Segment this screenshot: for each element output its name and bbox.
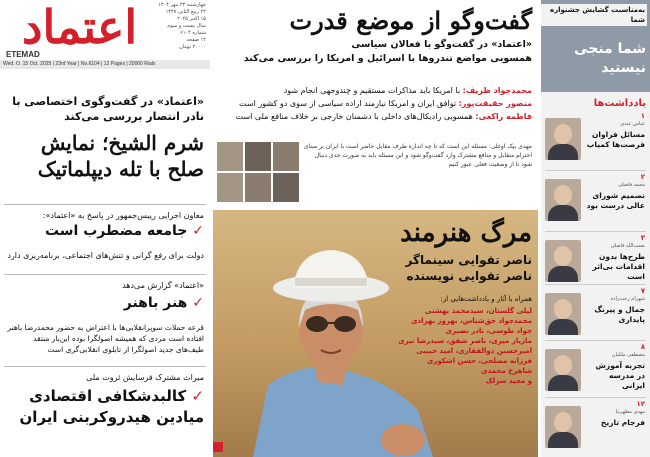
info-line: ۲۲ ربیع الثانی ۱۴۴۷	[165, 9, 206, 15]
thumbnail	[217, 173, 243, 202]
credit-line: شاهرخ محمدی	[481, 367, 532, 375]
note-page-number: ۱۲	[636, 400, 645, 408]
promo-kicker: به‌مناسبت گشایش جشنواره شما	[541, 4, 647, 26]
main-deck	[219, 38, 532, 66]
section-title-text: کالبدشکافی اقتصادی میادین هیدروکربنی ایران	[19, 387, 204, 426]
note-page-number: ۳	[640, 234, 645, 242]
info-line: سال بیست و سوم	[167, 23, 206, 29]
note-page-number: ۷	[640, 287, 645, 295]
note-item[interactable]	[543, 173, 648, 231]
divider	[4, 204, 206, 205]
divider	[545, 170, 646, 171]
quote-text: توافق ایران و امریکا نیازمند اراده سیاسی از سوی دو کشور است	[239, 99, 457, 108]
feature-sub-line: ناصر تقوایی نویسنده	[406, 269, 532, 283]
note-title: مسائل فراوان فرصت‌ها کمیاب	[586, 130, 645, 149]
masthead	[0, 0, 210, 62]
info-line: ۲۰۰۰۰ تومان	[179, 44, 206, 50]
section-body: قرعه حملات سوپرانقلابی‌ها با اعتراض به حضور محمدرضا باهنر افتاده است مردی که همیشه اصولگرا بوده این‌بار منتقد طیف‌های جدید اصولگرا از تابلوی انقلابی‌گری است	[7, 323, 204, 354]
note-item[interactable]	[543, 287, 648, 337]
list-item	[219, 97, 532, 110]
note-author: مهدی مطهرنیا	[615, 409, 645, 415]
deck-line: «اعتماد» در گفت‌وگو با فعالان سیاسی	[351, 39, 532, 50]
info-line: ۱۲ صفحه	[186, 37, 206, 43]
info-line: شماره ۶۱۰۴	[180, 30, 206, 36]
credit-line: مازیار میری، ناصر شفق، سیدرضا نیری	[398, 337, 532, 345]
note-author: مصطفی ملکیان	[611, 352, 645, 358]
feature-title: مرگ هنرمند	[400, 218, 532, 248]
main-headline[interactable]: گفت‌وگو از موضع قدرت	[289, 6, 532, 35]
date-strip: Wed. O. 15 Oct. 2025 | 23rd Year | No.6104 | 12 Pages | 20000 Rials	[0, 60, 210, 69]
feature-sub-line: ناصر تقوایی سینماگر	[405, 253, 532, 267]
section-sub: دولت برای رفع گرانی و تنش‌های اجتماعی، برنامه‌ریزی دارد	[7, 251, 204, 260]
author-portrait	[545, 118, 581, 160]
feature-subtitle	[406, 252, 532, 284]
thumbnail	[245, 173, 271, 202]
section-title[interactable]	[4, 294, 204, 312]
interview-intro[interactable]: «اعتماد» در گفت‌وگوی اختصاصی با نادر انتصار بررسی می‌کند	[12, 95, 204, 123]
section-title[interactable]	[4, 386, 204, 428]
left-column	[0, 72, 210, 457]
quote-speaker: منصور حقیقت‌پور:	[458, 99, 532, 108]
thumbnail-strip	[217, 142, 299, 202]
note-item[interactable]	[543, 112, 648, 170]
author-portrait	[545, 179, 581, 221]
note-author: نعمت‌الله فاضلی	[610, 243, 645, 249]
credit-line: محمدجواد حق‌شناس، بهروز بهزادی	[411, 317, 532, 325]
author-portrait	[545, 240, 581, 282]
quote-speaker: محمدجواد ظریف:	[462, 86, 532, 95]
section-kicker: معاون اجرایی رییس‌جمهور در پاسخ به «اعتماد»:	[42, 211, 204, 220]
list-item	[219, 110, 532, 123]
sharm-headline[interactable]: شرم الشیخ؛ نمایش صلح با تله دیپلماتیک	[37, 131, 204, 181]
section-kicker: «اعتماد» گزارش می‌دهد	[122, 281, 204, 290]
divider	[545, 284, 646, 285]
right-column	[541, 0, 650, 457]
quote-text: همسویی رادیکال‌های داخلی با دشمنان خارجی بر خلاف منافع ملی است	[235, 112, 473, 121]
quote-list	[219, 84, 532, 123]
credit-line: جواد طوسی، نادر نصیری	[445, 327, 532, 335]
author-portrait	[545, 349, 581, 391]
deck-line: همسویی مواضع تندروها با اسرائیل و امریکا را بررسی می‌کند	[243, 53, 532, 64]
note-page-number: ۱	[640, 112, 645, 120]
author-portrait	[545, 293, 581, 335]
divider	[545, 231, 646, 232]
quote-speaker: فاطمه راکعی:	[475, 112, 532, 121]
note-title: فرجام تاریخ	[600, 418, 645, 427]
credit-line: و مجید سرلک	[485, 377, 532, 385]
newspaper-logo: اعتماد	[22, 0, 138, 54]
check-icon: ✓	[192, 223, 204, 239]
divider	[4, 274, 206, 275]
note-title: طرح‌ها بدون اقدامات بی‌اثر است	[592, 252, 645, 281]
feature-credits-title: همراه با آثار و یادداشت‌هایی از:	[440, 295, 532, 303]
quote-text: با امریکا باید مذاکرات مستقیم و چندوجهی انجام شود	[283, 86, 461, 95]
newspaper-logo-latin: ETEMAD	[6, 50, 40, 59]
promo-title: شما منجی نیستید	[574, 41, 646, 76]
section-title-text: هنر باهنر	[123, 295, 188, 311]
note-title: تجربه آموزش در مدرسه ایرانی	[595, 361, 645, 390]
middle-column	[213, 0, 538, 457]
thumbnail	[217, 142, 243, 171]
thumbnail	[245, 142, 271, 171]
credit-line: فرزانه مصلحی، حسن اشکوری	[426, 357, 532, 365]
note-item[interactable]	[543, 343, 648, 395]
info-line: ۱۵ اکتبر ۲۰۲۵	[177, 16, 206, 22]
section-kicker: میراث مشترک فرسایش ثروت ملی	[86, 373, 204, 382]
divider	[545, 397, 646, 398]
author-portrait	[545, 406, 581, 448]
note-page-number: ۸	[640, 343, 645, 351]
masthead-info	[108, 2, 206, 51]
list-item	[219, 84, 532, 97]
section-title[interactable]	[4, 222, 204, 240]
thumbnail	[273, 173, 299, 202]
divider	[4, 366, 206, 367]
credit-line: امیرحسین ذوالفقاری، امید حبیبی	[416, 347, 532, 355]
note-author: محمد فاضلی	[618, 182, 645, 188]
note-author: شهرام رجب‌زاده	[610, 296, 645, 302]
note-page-number: ۲	[640, 173, 645, 181]
section-title-text: جامعه مضطرب است	[44, 223, 188, 239]
check-icon: ✓	[192, 295, 204, 311]
feature-credits	[398, 306, 532, 386]
note-author: عباس عبدی	[620, 121, 645, 127]
note-title: جمال و پیرنگ پایداری	[594, 305, 645, 324]
notes-header: یادداشت‌ها	[593, 98, 646, 109]
promo-box[interactable]	[541, 0, 650, 92]
thumbnail	[273, 142, 299, 171]
divider	[545, 340, 646, 341]
photo-feature[interactable]	[213, 210, 538, 457]
info-line: چهارشنبه ۲۳ مهر ۱۴۰۴	[158, 2, 206, 8]
check-icon: ✓	[191, 387, 204, 405]
note-item[interactable]	[543, 400, 648, 454]
article-body: مهدی بیک اوغلی: مسئله این است که تا چه اندازه طرف مقابل حاضر است با ایران بر مبنای احترام متقابل و منافع مشترک وارد گفت‌وگو شود و این مسئله باید به صورت جدی دنبال شود تا از وضعیت فعلی عبور کنیم	[303, 143, 532, 168]
note-title: تصمیم شورای عالی درست بود	[586, 191, 645, 210]
credit-line: لیلی گلستان، سیدمحمد بهشتی	[424, 307, 532, 315]
